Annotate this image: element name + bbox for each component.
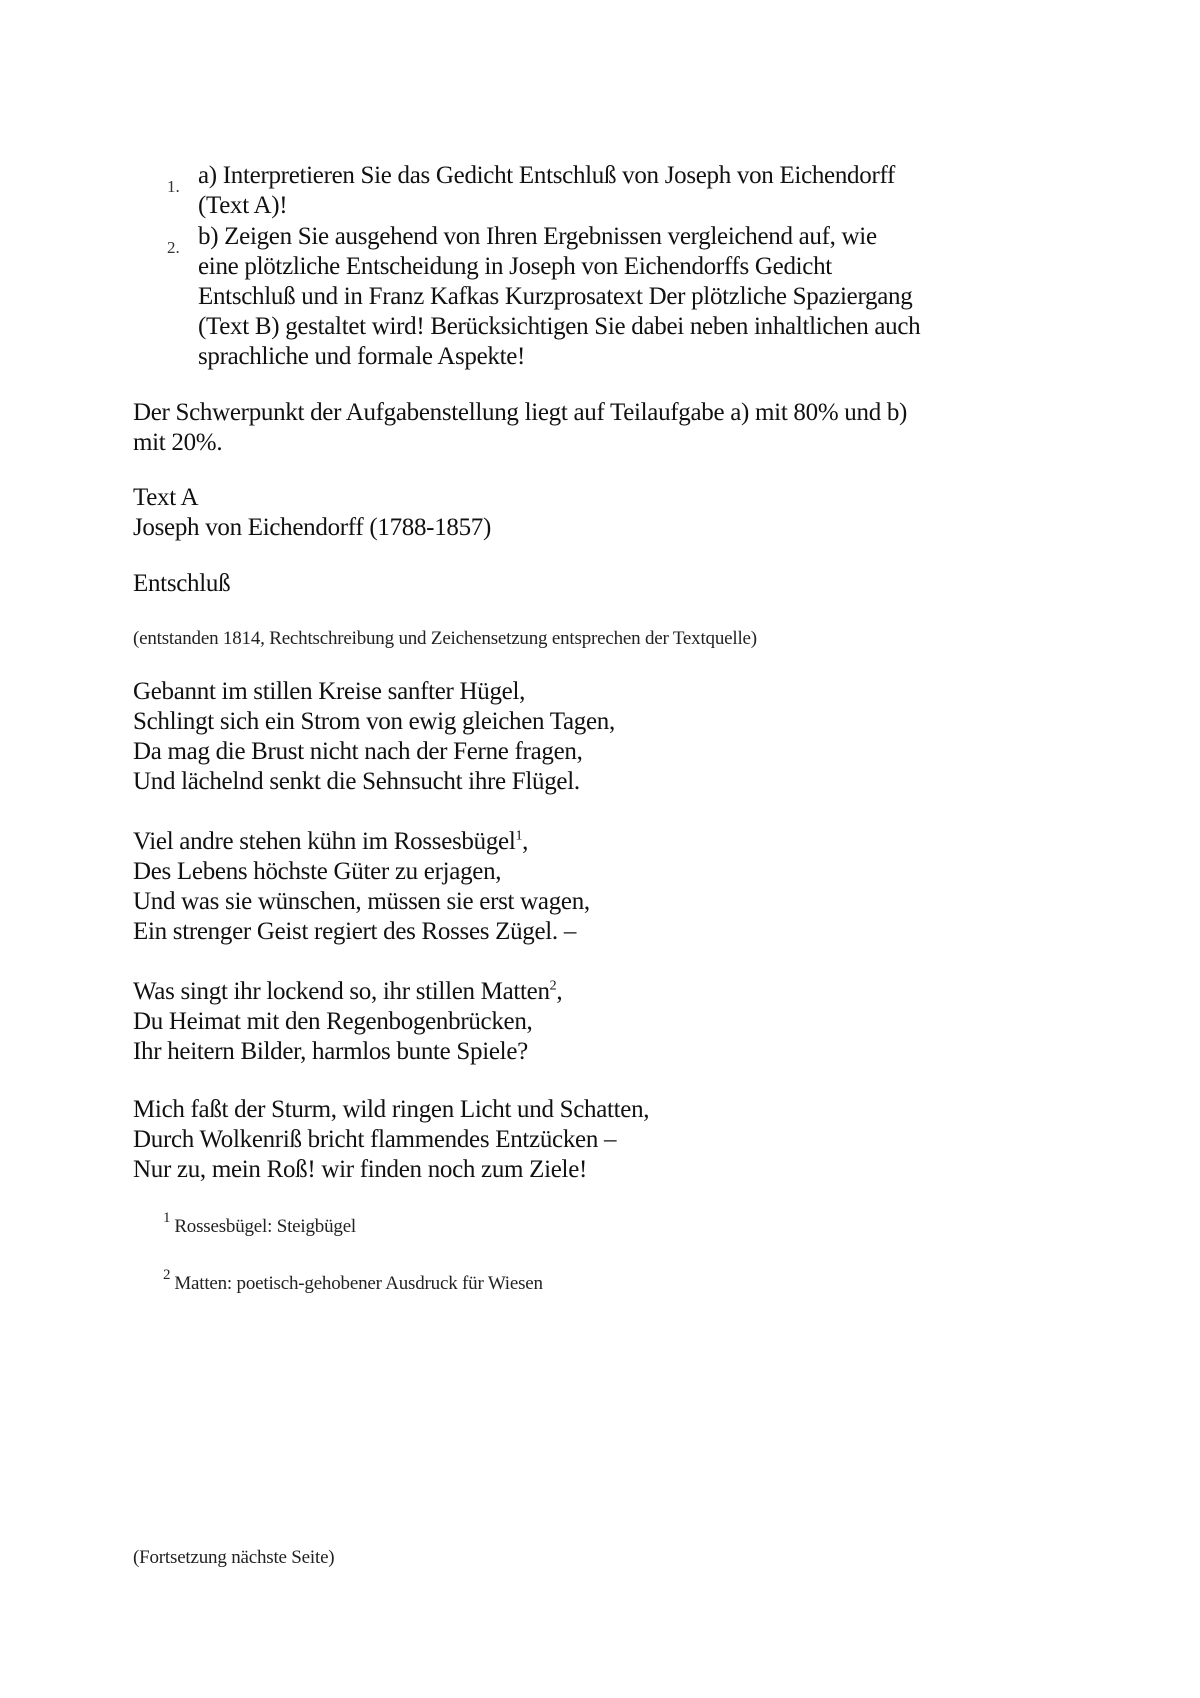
task-2-line-1: b) Zeigen Sie ausgehend von Ihren Ergebnissen vergleichend auf, wie (198, 223, 877, 250)
poem-line-punct: , (556, 978, 563, 1005)
poem-line: Du Heimat mit den Regenbogenbrücken, (133, 1008, 533, 1035)
poem-line: Nur zu, mein Roß! wir finden noch zum Ziele! (133, 1156, 588, 1183)
text-label: Text A (133, 484, 199, 511)
poem-line (133, 976, 562, 1008)
task-2-line-2: eine plötzliche Entscheidung in Joseph von Eichendorffs Gedicht (198, 253, 832, 280)
author-line: Joseph von Eichendorff (1788-1857) (133, 514, 492, 541)
task-2-line-5: sprachliche und formale Aspekte! (198, 343, 526, 370)
poem-title: Entschluß (133, 570, 231, 597)
poem-line: Durch Wolkenriß bricht flammendes Entzücken – (133, 1126, 617, 1153)
poem-line (133, 826, 528, 858)
footnote-1 (163, 1211, 356, 1244)
footnote-ref-1: 1 (515, 828, 523, 844)
poem-line-text: Viel andre stehen kühn im Rossesbügel (133, 828, 516, 855)
footnote-marker: 1 (163, 1210, 171, 1226)
poem-line: Und was sie wünschen, müssen sie erst wagen, (133, 888, 590, 915)
poem-line-punct: , (522, 828, 529, 855)
weighting-line-1: Der Schwerpunkt der Aufgabenstellung liegt auf Teilaufgabe a) mit 80% und b) (133, 399, 908, 426)
poem-line-text: Was singt ihr lockend so, ihr stillen Matten (133, 978, 550, 1005)
footnote-text: Matten: poetisch-gehobener Ausdruck für Wiesen (174, 1273, 543, 1294)
continuation-note: (Fortsetzung nächste Seite) (133, 1547, 335, 1568)
footnote-ref-2: 2 (549, 978, 557, 994)
footnote-marker: 2 (163, 1267, 171, 1283)
task-2-line-4: (Text B) gestaltet wird! Berücksichtigen Sie dabei neben inhaltlichen auch (198, 313, 921, 340)
poem-line: Ihr heitern Bilder, harmlos bunte Spiele? (133, 1038, 528, 1065)
task-1-line-1: a) Interpretieren Sie das Gedicht Entschluß von Joseph von Eichendorff (198, 162, 896, 189)
poem-line: Ein strenger Geist regiert des Rosses Zügel. – (133, 918, 577, 945)
task-number-2: 2. (167, 238, 180, 257)
poem-line: Schlingt sich ein Strom von ewig gleichen Tagen, (133, 708, 615, 735)
task-2-line-3: Entschluß und in Franz Kafkas Kurzprosatext Der plötzliche Spaziergang (198, 283, 913, 310)
poem-line: Und lächelnd senkt die Sehnsucht ihre Flügel. (133, 768, 580, 795)
poem-line: Des Lebens höchste Güter zu erjagen, (133, 858, 502, 885)
footnote-2 (163, 1268, 543, 1301)
poem-line: Mich faßt der Sturm, wild ringen Licht und Schatten, (133, 1096, 650, 1123)
source-note: (entstanden 1814, Rechtschreibung und Zeichensetzung entsprechen der Textquelle) (133, 628, 757, 649)
poem-line: Gebannt im stillen Kreise sanfter Hügel, (133, 678, 526, 705)
footnote-text: Rossesbügel: Steigbügel (174, 1216, 357, 1237)
task-number-1: 1. (167, 177, 180, 196)
poem-line: Da mag die Brust nicht nach der Ferne fragen, (133, 738, 583, 765)
task-1-line-2: (Text A)! (198, 192, 288, 219)
weighting-line-2: mit 20%. (133, 429, 223, 456)
